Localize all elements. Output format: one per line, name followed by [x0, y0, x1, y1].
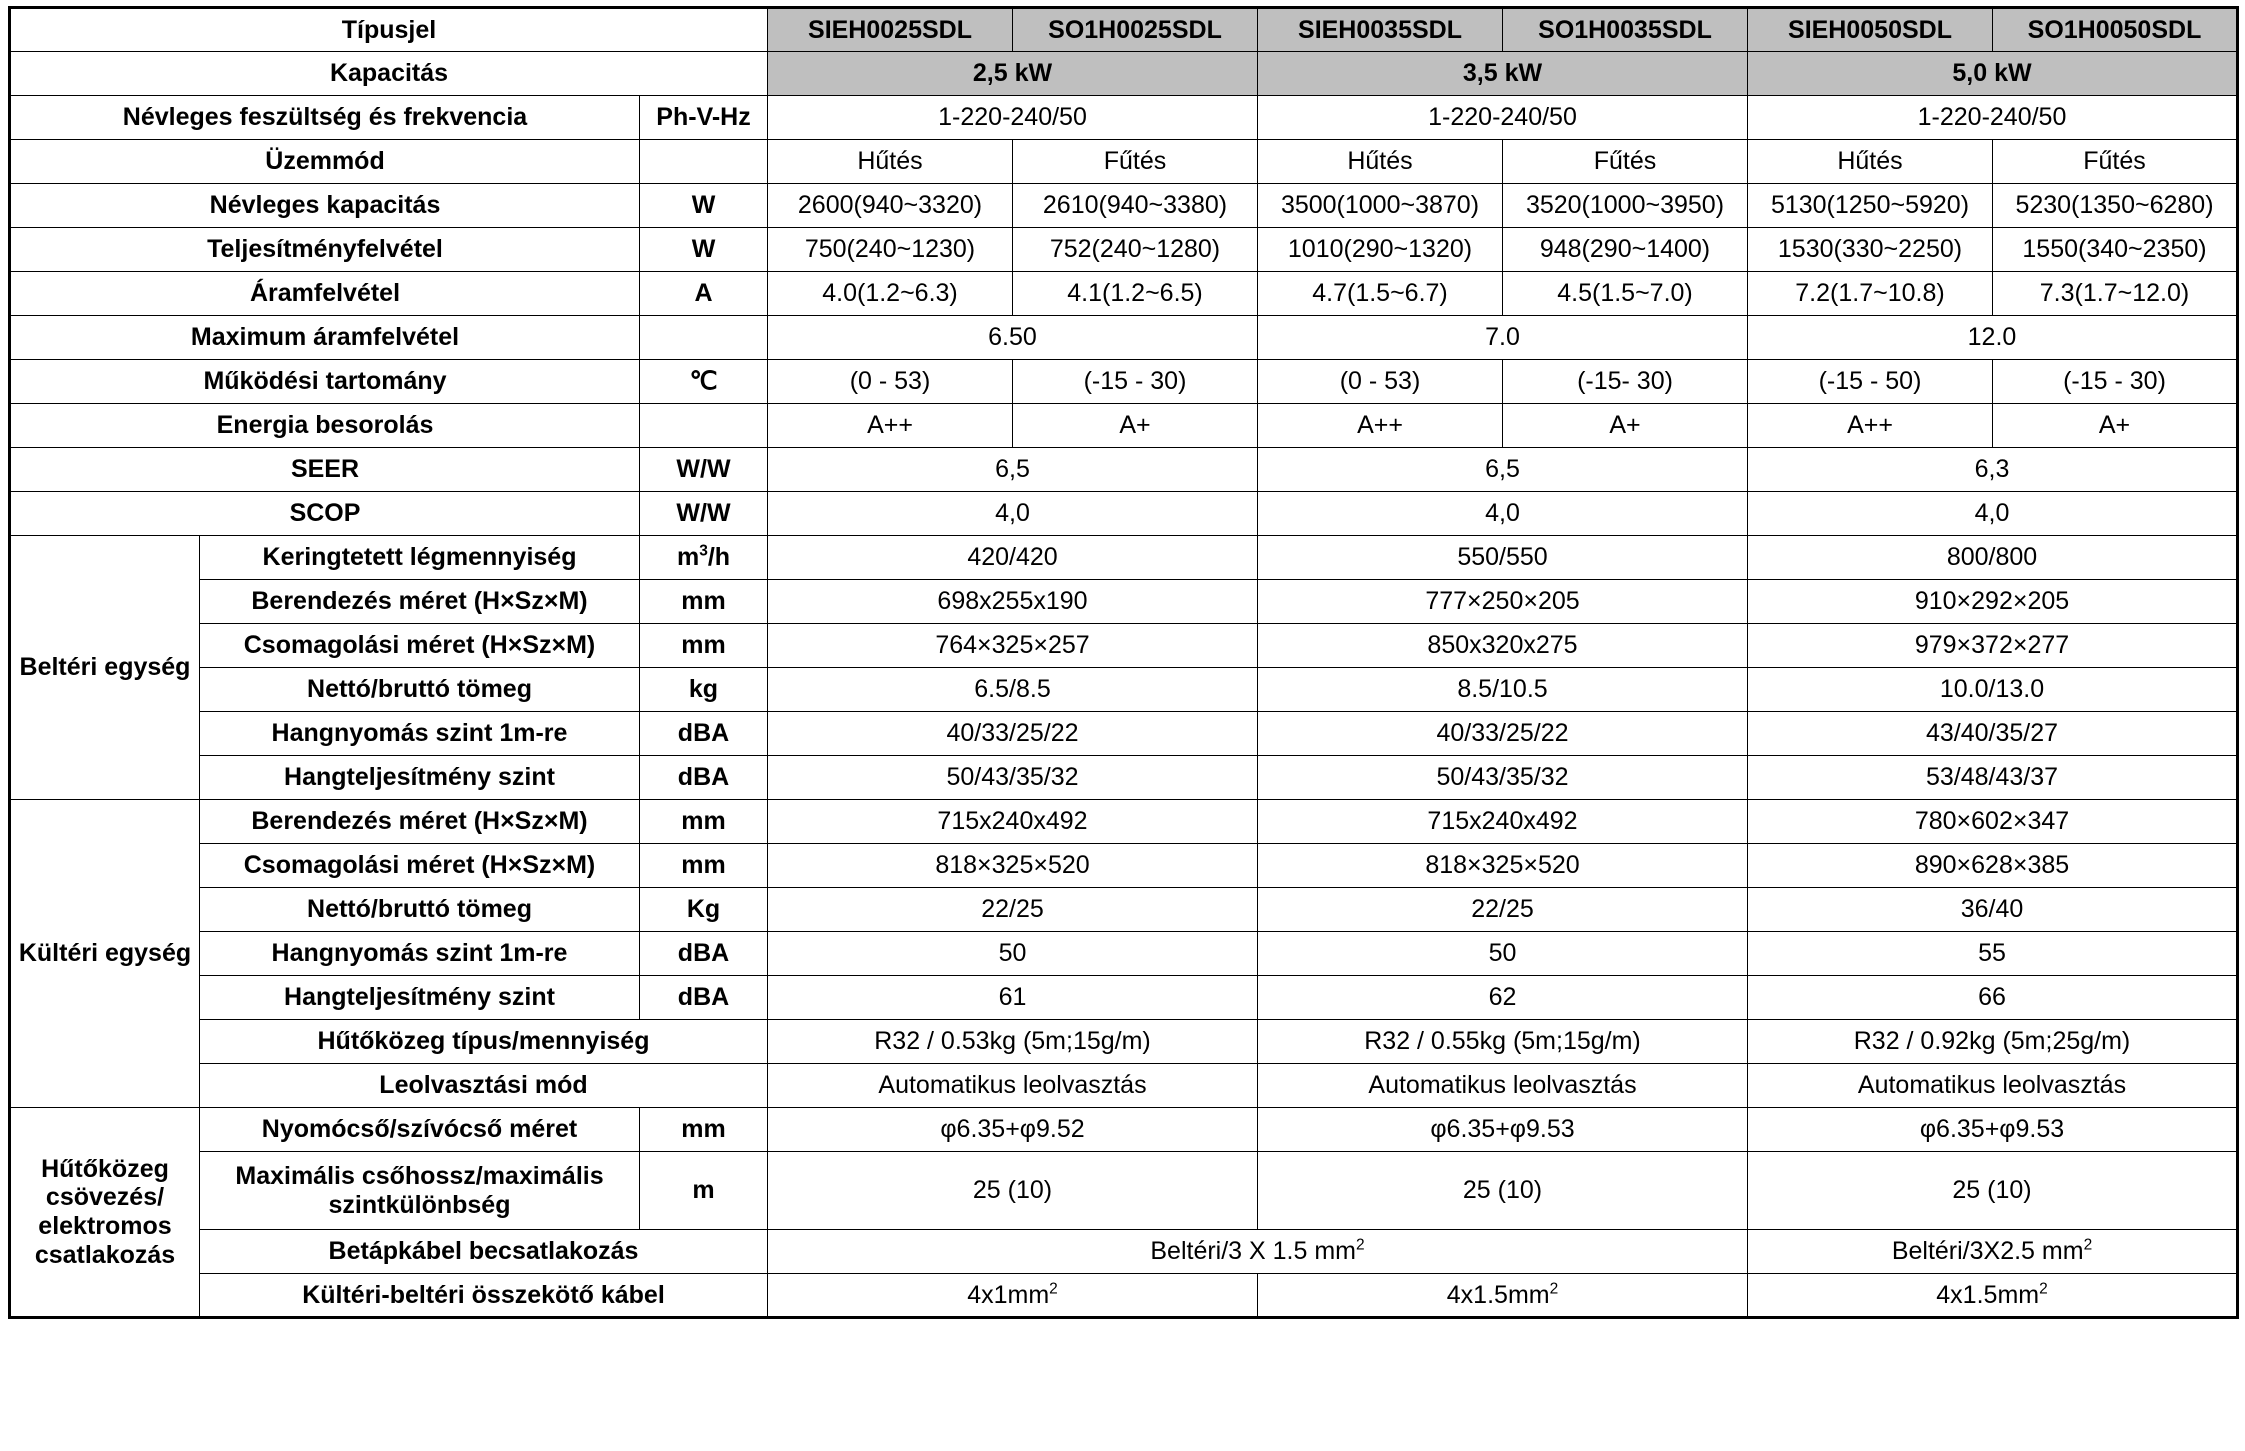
row-unit-seer: W/W: [640, 448, 768, 492]
cell-rated-capacity-0: 2600(940~3320): [768, 184, 1013, 228]
table-row-power-input: [10, 228, 2238, 272]
cell-energy-class-4: A++: [1748, 404, 1993, 448]
table-row-outdoor-unit-dim: [10, 800, 2238, 844]
row-label-indoor-1: Berendezés méret (H×Sz×M): [200, 580, 640, 624]
table-row-voltage: [10, 96, 2238, 140]
row-label-indoor-2: Csomagolási méret (H×Sz×M): [200, 624, 640, 668]
cell-indoor-3-0: 6.5/8.5: [768, 668, 1258, 712]
cell-piping-0-0: φ6.35+φ9.52: [768, 1108, 1258, 1152]
header-capacity-2: 5,0 kW: [1748, 52, 2238, 96]
cell-operating-range-5: (-15 - 30): [1993, 360, 2238, 404]
row-unit-voltage: Ph-V-Hz: [640, 96, 768, 140]
cell-indoor-1-0: 698x255x190: [768, 580, 1258, 624]
cell-outdoor-3-2: 55: [1748, 932, 2238, 976]
table-row-connect-cable: [10, 1274, 2238, 1318]
row-label-indoor-0: Keringtetett légmennyiség: [200, 536, 640, 580]
cell-piping-1-2: 25 (10): [1748, 1152, 2238, 1230]
cell-piping-0-2: φ6.35+φ9.53: [1748, 1108, 2238, 1152]
cell-outdoor-6-1: Automatikus leolvasztás: [1258, 1064, 1748, 1108]
row-unit-energy-class: [640, 404, 768, 448]
header-model-5: SO1H0050SDL: [1993, 8, 2238, 52]
cell-power-cable-0: Beltéri/3 X 1.5 $mm^2$: [768, 1230, 1748, 1274]
row-label-outdoor-2: Nettó/bruttó tömeg: [200, 888, 640, 932]
row-unit-indoor-3: kg: [640, 668, 768, 712]
table-row-refrigerant: [10, 1020, 2238, 1064]
cell-rated-capacity-2: 3500(1000~3870): [1258, 184, 1503, 228]
cell-voltage-0: 1-220-240/50: [768, 96, 1258, 140]
table-row-outdoor-swl: [10, 976, 2238, 1020]
table-row-current: [10, 272, 2238, 316]
cell-outdoor-0-1: 715x240x492: [1258, 800, 1748, 844]
row-unit-power-input: W: [640, 228, 768, 272]
row-unit-outdoor-4: dBA: [640, 976, 768, 1020]
row-label-indoor-3: Nettó/bruttó tömeg: [200, 668, 640, 712]
cell-indoor-4-0: 40/33/25/22: [768, 712, 1258, 756]
cell-piping-1-1: 25 (10): [1258, 1152, 1748, 1230]
row-label-indoor-5: Hangteljesítmény szint: [200, 756, 640, 800]
row-unit-outdoor-3: dBA: [640, 932, 768, 976]
cell-outdoor-4-2: 66: [1748, 976, 2238, 1020]
cell-energy-class-5: A+: [1993, 404, 2238, 448]
cell-max-current-1: 7.0: [1258, 316, 1748, 360]
cell-seer-2: 6,3: [1748, 448, 2238, 492]
cell-outdoor-3-1: 50: [1258, 932, 1748, 976]
header-type-label: Típusjel: [10, 8, 768, 52]
row-unit-indoor-4: dBA: [640, 712, 768, 756]
row-label-current: Áramfelvétel: [10, 272, 640, 316]
cell-scop-0: 4,0: [768, 492, 1258, 536]
cell-indoor-3-1: 8.5/10.5: [1258, 668, 1748, 712]
row-label-power-cable: Betápkábel becsatlakozás: [200, 1230, 768, 1274]
row-label-scop: SCOP: [10, 492, 640, 536]
cell-outdoor-5-0: R32 / 0.53kg (5m;15g/m): [768, 1020, 1258, 1064]
table-row-pipe-length: [10, 1152, 2238, 1230]
cell-outdoor-3-0: 50: [768, 932, 1258, 976]
cell-mode-0: Hűtés: [768, 140, 1013, 184]
cell-seer-0: 6,5: [768, 448, 1258, 492]
row-unit-mode: [640, 140, 768, 184]
cell-current-2: 4.7(1.5~6.7): [1258, 272, 1503, 316]
table-row-operating-range: [10, 360, 2238, 404]
cell-indoor-0-2: 800/800: [1748, 536, 2238, 580]
header-capacity-0: 2,5 kW: [768, 52, 1258, 96]
cell-outdoor-5-1: R32 / 0.55kg (5m;15g/m): [1258, 1020, 1748, 1064]
cell-outdoor-4-0: 61: [768, 976, 1258, 1020]
cell-indoor-5-0: 50/43/35/32: [768, 756, 1258, 800]
cell-operating-range-3: (-15- 30): [1503, 360, 1748, 404]
cell-current-5: 7.3(1.7~12.0): [1993, 272, 2238, 316]
cell-outdoor-4-1: 62: [1258, 976, 1748, 1020]
row-label-power-input: Teljesítményfelvétel: [10, 228, 640, 272]
cell-mode-4: Hűtés: [1748, 140, 1993, 184]
row-unit-outdoor-0: mm: [640, 800, 768, 844]
table-row-power-cable: [10, 1230, 2238, 1274]
cell-energy-class-3: A+: [1503, 404, 1748, 448]
cell-operating-range-2: (0 - 53): [1258, 360, 1503, 404]
table-row-max-current: [10, 316, 2238, 360]
cell-rated-capacity-3: 3520(1000~3950): [1503, 184, 1748, 228]
cell-current-4: 7.2(1.7~10.8): [1748, 272, 1993, 316]
group-label-piping: Hűtőközeg csövezés/ elektromos csatlakozás: [10, 1108, 200, 1318]
row-label-connect-cable: Kültéri-beltéri összekötő kábel: [200, 1274, 768, 1318]
header-capacity-1: 3,5 kW: [1258, 52, 1748, 96]
row-unit-indoor-5: dBA: [640, 756, 768, 800]
table-row-indoor-unit-dim: [10, 580, 2238, 624]
cell-indoor-1-2: 910×292×205: [1748, 580, 2238, 624]
row-label-piping-1: Maximális csőhossz/maximális szintkülönbség: [200, 1152, 640, 1230]
cell-power-input-5: 1550(340~2350): [1993, 228, 2238, 272]
cell-energy-class-2: A++: [1258, 404, 1503, 448]
cell-scop-1: 4,0: [1258, 492, 1748, 536]
cell-indoor-5-2: 53/48/43/37: [1748, 756, 2238, 800]
table-row-rated-capacity: [10, 184, 2238, 228]
cell-rated-capacity-1: 2610(940~3380): [1013, 184, 1258, 228]
cell-indoor-4-1: 40/33/25/22: [1258, 712, 1748, 756]
row-unit-indoor-0: $m^3/h$: [640, 536, 768, 580]
header-model-0: SIEH0025SDL: [768, 8, 1013, 52]
cell-connect-cable-0: $4x1mm^2$: [768, 1274, 1258, 1318]
header-model-2: SIEH0035SDL: [1258, 8, 1503, 52]
table-row-outdoor-weight: [10, 888, 2238, 932]
cell-power-input-2: 1010(290~1320): [1258, 228, 1503, 272]
row-unit-outdoor-1: mm: [640, 844, 768, 888]
table-row-outdoor-pack-dim: [10, 844, 2238, 888]
cell-current-3: 4.5(1.5~7.0): [1503, 272, 1748, 316]
cell-energy-class-1: A+: [1013, 404, 1258, 448]
row-label-outdoor-5: Hűtőközeg típus/mennyiség: [200, 1020, 768, 1064]
table-row-models: [10, 8, 2238, 52]
table-row-seer: [10, 448, 2238, 492]
cell-voltage-1: 1-220-240/50: [1258, 96, 1748, 140]
cell-indoor-0-1: 550/550: [1258, 536, 1748, 580]
row-unit-rated-capacity: W: [640, 184, 768, 228]
cell-mode-1: Fűtés: [1013, 140, 1258, 184]
cell-indoor-4-2: 43/40/35/27: [1748, 712, 2238, 756]
row-unit-piping-0: mm: [640, 1108, 768, 1152]
row-label-operating-range: Működési tartomány: [10, 360, 640, 404]
cell-connect-cable-2: $4x1.5mm^2$: [1748, 1274, 2238, 1318]
row-label-outdoor-3: Hangnyomás szint 1m-re: [200, 932, 640, 976]
row-label-piping-0: Nyomócső/szívócső méret: [200, 1108, 640, 1152]
cell-indoor-3-2: 10.0/13.0: [1748, 668, 2238, 712]
cell-current-1: 4.1(1.2~6.5): [1013, 272, 1258, 316]
row-unit-max-current: [640, 316, 768, 360]
row-label-outdoor-6: Leolvasztási mód: [200, 1064, 768, 1108]
cell-outdoor-2-2: 36/40: [1748, 888, 2238, 932]
row-unit-scop: W/W: [640, 492, 768, 536]
group-label-outdoor: Kültéri egység: [10, 800, 200, 1108]
row-label-outdoor-0: Berendezés méret (H×Sz×M): [200, 800, 640, 844]
table-row-pipe-size: [10, 1108, 2238, 1152]
header-model-1: SO1H0025SDL: [1013, 8, 1258, 52]
cell-outdoor-2-0: 22/25: [768, 888, 1258, 932]
table-row-capacity: [10, 52, 2238, 96]
cell-piping-0-1: φ6.35+φ9.53: [1258, 1108, 1748, 1152]
cell-outdoor-1-0: 818×325×520: [768, 844, 1258, 888]
cell-outdoor-1-2: 890×628×385: [1748, 844, 2238, 888]
row-label-indoor-4: Hangnyomás szint 1m-re: [200, 712, 640, 756]
row-label-outdoor-4: Hangteljesítmény szint: [200, 976, 640, 1020]
cell-rated-capacity-5: 5230(1350~6280): [1993, 184, 2238, 228]
row-label-voltage: Névleges feszültség és frekvencia: [10, 96, 640, 140]
cell-power-input-0: 750(240~1230): [768, 228, 1013, 272]
cell-operating-range-0: (0 - 53): [768, 360, 1013, 404]
cell-scop-2: 4,0: [1748, 492, 2238, 536]
table-row-outdoor-spl: [10, 932, 2238, 976]
row-unit-operating-range: ℃: [640, 360, 768, 404]
table-row-energy-class: [10, 404, 2238, 448]
cell-mode-3: Fűtés: [1503, 140, 1748, 184]
cell-indoor-2-1: 850x320x275: [1258, 624, 1748, 668]
row-unit-piping-1: m: [640, 1152, 768, 1230]
table-row-defrost: [10, 1064, 2238, 1108]
cell-current-0: 4.0(1.2~6.3): [768, 272, 1013, 316]
cell-power-input-1: 752(240~1280): [1013, 228, 1258, 272]
table-row-indoor-weight: [10, 668, 2238, 712]
row-label-mode: Üzemmód: [10, 140, 640, 184]
header-capacity-label: Kapacitás: [10, 52, 768, 96]
table-row-indoor-airflow: [10, 536, 2238, 580]
cell-power-cable-1: Beltéri/3X2.5 $mm^2$: [1748, 1230, 2238, 1274]
cell-outdoor-6-0: Automatikus leolvasztás: [768, 1064, 1258, 1108]
cell-mode-5: Fűtés: [1993, 140, 2238, 184]
cell-connect-cable-1: $4x1.5mm^2$: [1258, 1274, 1748, 1318]
cell-outdoor-6-2: Automatikus leolvasztás: [1748, 1064, 2238, 1108]
cell-indoor-0-0: 420/420: [768, 536, 1258, 580]
row-label-outdoor-1: Csomagolási méret (H×Sz×M): [200, 844, 640, 888]
table-row-scop: [10, 492, 2238, 536]
cell-power-input-3: 948(290~1400): [1503, 228, 1748, 272]
cell-max-current-2: 12.0: [1748, 316, 2238, 360]
row-unit-indoor-1: mm: [640, 580, 768, 624]
cell-mode-2: Hűtés: [1258, 140, 1503, 184]
cell-energy-class-0: A++: [768, 404, 1013, 448]
cell-rated-capacity-4: 5130(1250~5920): [1748, 184, 1993, 228]
row-unit-outdoor-2: Kg: [640, 888, 768, 932]
row-label-energy-class: Energia besorolás: [10, 404, 640, 448]
cell-indoor-5-1: 50/43/35/32: [1258, 756, 1748, 800]
row-label-max-current: Maximum áramfelvétel: [10, 316, 640, 360]
cell-indoor-1-1: 777×250×205: [1258, 580, 1748, 624]
cell-seer-1: 6,5: [1258, 448, 1748, 492]
cell-indoor-2-2: 979×372×277: [1748, 624, 2238, 668]
cell-outdoor-0-2: 780×602×347: [1748, 800, 2238, 844]
cell-power-input-4: 1530(330~2250): [1748, 228, 1993, 272]
cell-outdoor-5-2: R32 / 0.92kg (5m;25g/m): [1748, 1020, 2238, 1064]
cell-piping-1-0: 25 (10): [768, 1152, 1258, 1230]
cell-outdoor-1-1: 818×325×520: [1258, 844, 1748, 888]
cell-operating-range-4: (-15 - 50): [1748, 360, 1993, 404]
cell-outdoor-2-1: 22/25: [1258, 888, 1748, 932]
table-row-indoor-pack-dim: [10, 624, 2238, 668]
cell-voltage-2: 1-220-240/50: [1748, 96, 2238, 140]
cell-max-current-0: 6.50: [768, 316, 1258, 360]
row-label-rated-capacity: Névleges kapacitás: [10, 184, 640, 228]
group-label-indoor: Beltéri egység: [10, 536, 200, 800]
row-unit-indoor-2: mm: [640, 624, 768, 668]
cell-indoor-2-0: 764×325×257: [768, 624, 1258, 668]
table-row-mode: [10, 140, 2238, 184]
header-model-4: SIEH0050SDL: [1748, 8, 1993, 52]
table-row-indoor-spl: [10, 712, 2238, 756]
cell-outdoor-0-0: 715x240x492: [768, 800, 1258, 844]
cell-operating-range-1: (-15 - 30): [1013, 360, 1258, 404]
row-label-seer: SEER: [10, 448, 640, 492]
table-row-indoor-swl: [10, 756, 2238, 800]
row-unit-current: A: [640, 272, 768, 316]
specification-table: [8, 6, 2239, 1319]
header-model-3: SO1H0035SDL: [1503, 8, 1748, 52]
